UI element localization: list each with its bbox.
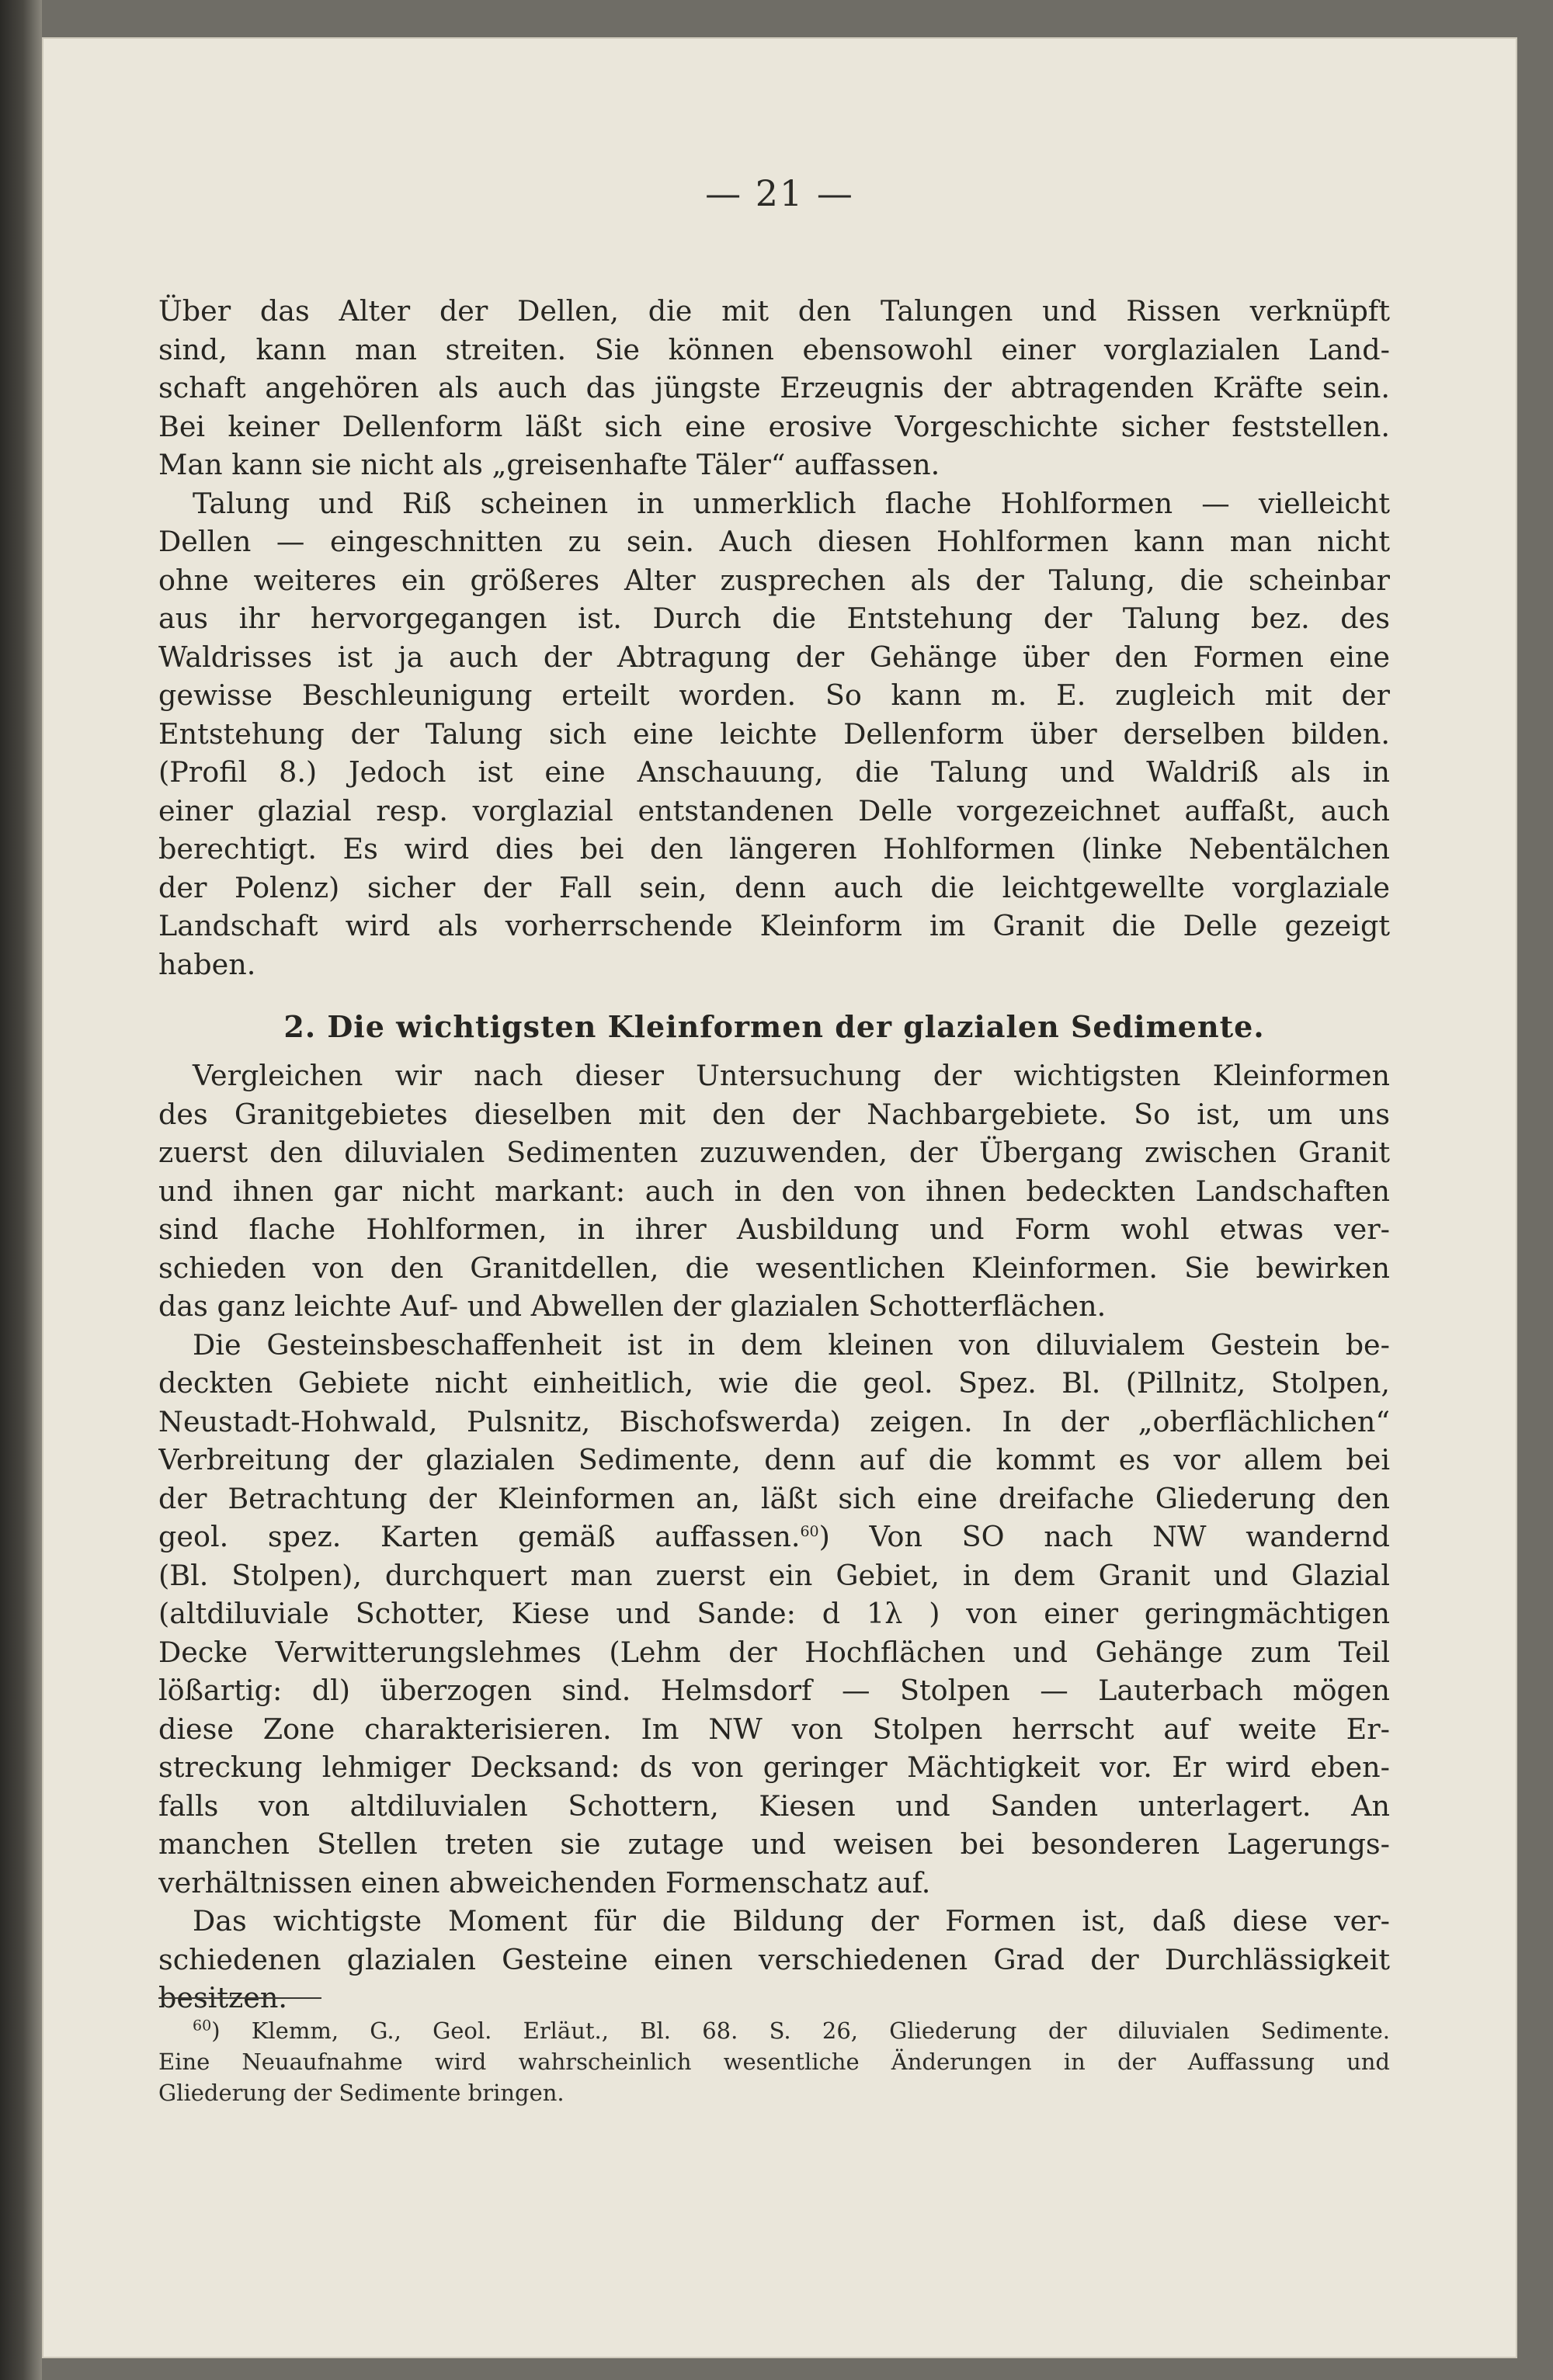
text-line: besitzen. [158, 1981, 287, 2014]
text-line: manchen Stellen treten sie zutage und weisen bei besonderen Lagerungs- [158, 1827, 1390, 1861]
text-line: der Polenz) sicher der Fall sein, denn auch die leichtgewellte vorglaziale [158, 870, 1390, 904]
text-line: schieden von den Granitdellen, die wesentlichen Kleinformen. Sie bewirken [158, 1251, 1390, 1285]
text-segment: ) Klemm, G., Geol. Erläut., Bl. 68. S. 26, Gliederung der diluvialen Sedimente. [211, 2017, 1390, 2044]
paragraph-3 [158, 1056, 1390, 1326]
paragraph-4 [158, 1326, 1390, 1903]
text-line: zuerst den diluvialen Sedimenten zuzuwenden, der Übergang zwischen Granit [158, 1136, 1390, 1169]
text-line: (altdiluviale Schotter, Kiese und Sande: d 1λ ) von einer geringmächtigen [158, 1597, 1390, 1630]
section-heading: 2. Die wichtigsten Kleinformen der glazialen Sedimente. [283, 1009, 1265, 1044]
footnote-marker: 60 [193, 2017, 212, 2035]
paragraph-1 [158, 292, 1390, 484]
text-line: Waldrisses ist ja auch der Abtragung der Gehänge über den Formen eine [158, 640, 1390, 674]
text-line: verhältnissen einen abweichenden Formenschatz auf. [158, 1865, 931, 1899]
text-line: und ihnen gar nicht markant: auch in den von ihnen bedeckten Landschaften [158, 1174, 1390, 1208]
paragraph-5 [158, 1902, 1390, 2017]
text-line: Bei keiner Dellenform läßt sich eine erosive Vorgeschichte sicher feststellen. [158, 409, 1390, 443]
text-line: schaft angehören als auch das jüngste Erzeugnis der abtragenden Kräfte sein. [158, 371, 1390, 404]
text-segment: ) Von SO nach NW wandernd [818, 1520, 1390, 1553]
text-line: Vergleichen wir nach dieser Untersuchung der wichtigsten Kleinformen [193, 1059, 1390, 1092]
text-line: schiedenen glazialen Gesteine einen verschiedenen Grad der Durchlässigkeit [158, 1942, 1390, 1976]
text-line: haben. [158, 947, 256, 981]
text-line: Decke Verwitterungslehmes (Lehm der Hochflächen und Gehänge zum Teil [158, 1635, 1390, 1669]
text-line: Die Gesteinsbeschaffenheit ist in dem kleinen von diluvialem Gestein be- [193, 1327, 1390, 1362]
book-binding-edge [0, 0, 42, 2380]
text-line: ohne weiteres ein größeres Alter zusprechen als der Talung, die scheinbar [158, 563, 1390, 597]
text-line: Verbreitung der glazialen Sedimente, denn auf die kommt es vor allem bei [158, 1443, 1390, 1476]
footnote-reference: 60 [800, 1522, 819, 1540]
footnote-line [158, 2015, 1390, 2046]
text-line: einer glazial resp. vorglazial entstandenen Delle vorgezeichnet auffaßt, auch [158, 793, 1390, 827]
paragraph-2 [158, 484, 1390, 984]
text-line: (Bl. Stolpen), durchquert man zuerst ein Gebiet, in dem Granit und Glazial [158, 1558, 1390, 1592]
footnote-line: Gliederung der Sedimente bringen. [158, 2080, 565, 2106]
text-line: lößartig: dl) überzogen sind. Helmsdorf — Stolpen — Lauterbach mögen [158, 1674, 1390, 1707]
text-line: streckung lehmiger Decksand: ds von geringer Mächtigkeit vor. Er wird eben- [158, 1750, 1390, 1784]
text-line: der Betrachtung der Kleinformen an, läßt sich eine dreifache Gliederung den [158, 1481, 1390, 1515]
page-number: — 21 — [705, 172, 854, 214]
footnote-divider [158, 1997, 321, 1999]
text-line: sind, kann man streiten. Sie können ebensowohl einer vorglazialen Land- [158, 332, 1390, 366]
text-segment: geol. spez. Karten gemäß auffassen. [158, 1520, 801, 1553]
text-line: Neustadt-Hohwald, Pulsnitz, Bischofswerda) zeigen. In der „oberflächlichen“ [158, 1404, 1390, 1438]
text-line: deckten Gebiete nicht einheitlich, wie die geol. Spez. Bl. (Pillnitz, Stolpen, [158, 1366, 1390, 1400]
text-line: des Granitgebietes dieselben mit den der Nachbargebiete. So ist, um uns [158, 1097, 1390, 1131]
text-line: Über das Alter der Dellen, die mit den Talungen und Rissen verknüpft [158, 294, 1390, 328]
text-line-with-footnote-ref [158, 1518, 1390, 1556]
footnote [158, 2015, 1390, 2108]
text-line: gewisse Beschleunigung erteilt worden. So kann m. E. zugleich mit der [158, 678, 1390, 712]
text-line: sind flache Hohlformen, in ihrer Ausbildung und Form wohl etwas ver- [158, 1213, 1390, 1246]
body-text [158, 292, 1390, 2017]
text-line: berechtigt. Es wird dies bei den längeren Hohlformen (linke Nebentälchen [158, 832, 1390, 866]
text-line: Das wichtigste Moment für die Bildung der Formen ist, daß diese ver- [193, 1904, 1390, 1938]
book-page [42, 37, 1517, 2358]
text-line: (Profil 8.) Jedoch ist eine Anschauung, die Talung und Waldriß als in [158, 755, 1390, 789]
text-line: Dellen — eingeschnitten zu sein. Auch diesen Hohlformen kann man nicht [158, 525, 1390, 558]
text-line: aus ihr hervorgegangen ist. Durch die Entstehung der Talung bez. des [158, 602, 1390, 635]
text-line: falls von altdiluvialen Schottern, Kiesen und Sanden unterlagert. An [158, 1788, 1390, 1823]
text-line: Landschaft wird als vorherrschende Kleinform im Granit die Delle gezeigt [158, 909, 1390, 942]
footnote-line: Eine Neuaufnahme wird wahrscheinlich wesentliche Änderungen in der Auffassung und [158, 2049, 1390, 2075]
text-line: das ganz leichte Auf- und Abwellen der glazialen Schotterflächen. [158, 1289, 1107, 1323]
text-line: diese Zone charakterisieren. Im NW von Stolpen herrscht auf weite Er- [158, 1712, 1390, 1746]
text-line: Man kann sie nicht als „greisenhafte Täler“ auffassen. [158, 448, 940, 481]
text-line: Talung und Riß scheinen in unmerklich flache Hohlformen — vielleicht [193, 486, 1390, 520]
text-line: Entstehung der Talung sich eine leichte Dellenform über derselben bilden. [158, 716, 1390, 751]
